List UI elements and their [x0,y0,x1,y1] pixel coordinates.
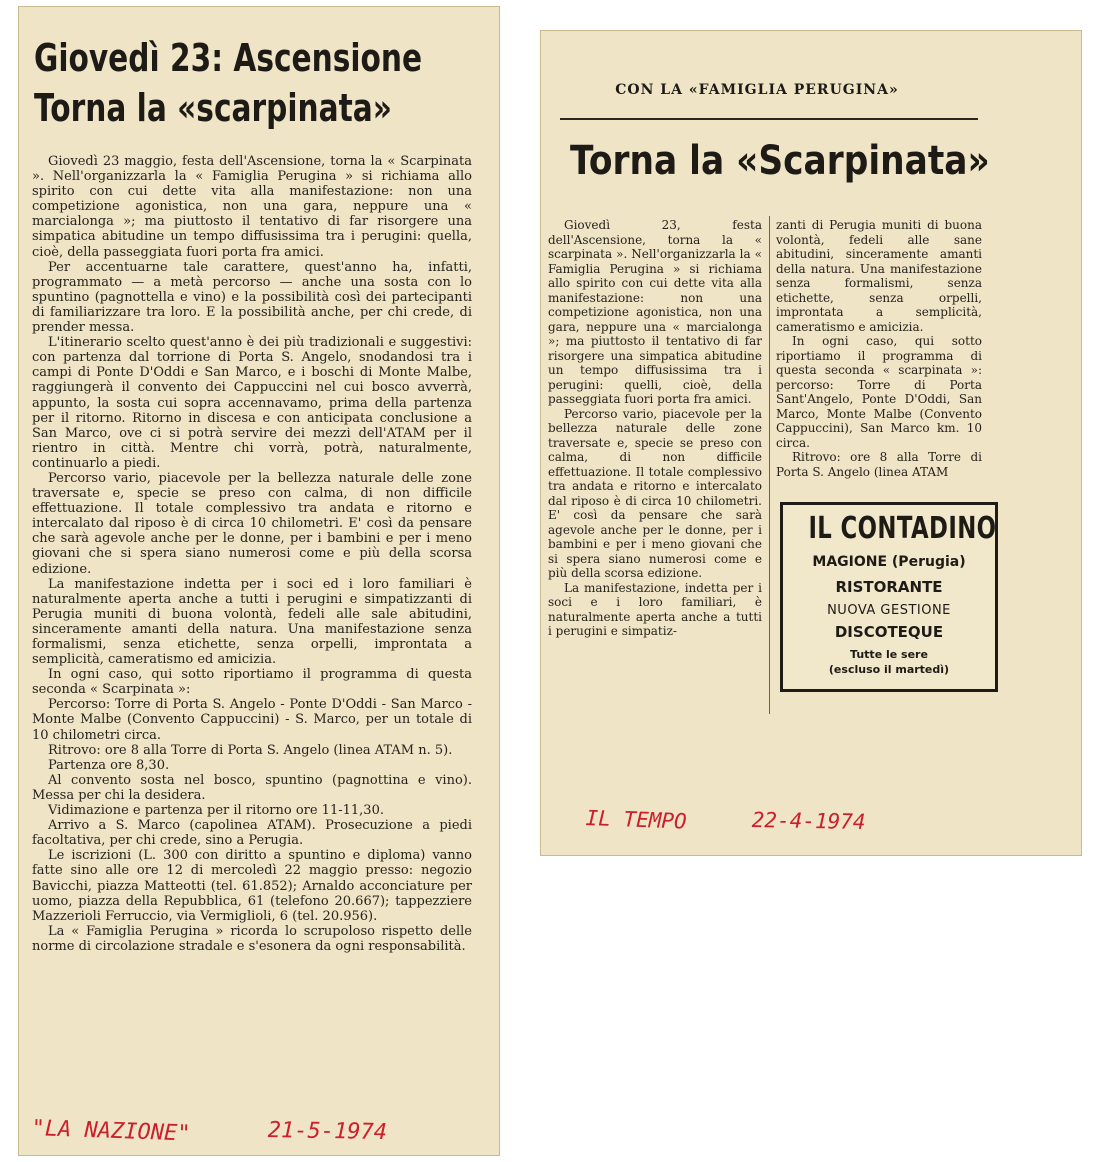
article-column-1 [548,218,762,639]
paragraph: In ogni caso, qui sotto riportiamo il programma di questa seconda « Scarpinata »: [32,667,472,698]
paragraph: Le iscrizioni (L. 300 con diritto a spuntino e diploma) vanno fatte sino alle ore 12 di mercoledì 22 maggio presso: negozio Bavicchi, piazza Matteotti (tel. 61.852); Arnaldo acconciature per uomo, piazza della Repubblica, 61 (telefono 20.667); tappezziere Mazzerioli Ferruccio, via Vermiglioli, 6 (tel. 20.956). [32,848,472,924]
paragraph: Per accentuarne tale carattere, quest'anno ha, infatti, programmato — a metà percorso — anche una sosta con lo spuntino (pagnottella e vino) e la possibilità così dei partecipanti di familiarizzare tra loro. E la possibilità anche, per chi crede, di prender messa. [32,259,472,336]
handwritten-source-note: "LA NAZIONE" [31,1116,191,1147]
paragraph: La manifestazione indetta per i soci ed i loro familiari è naturalmente aperta anche a tutti i perugini e simpatizzanti di Perugia muniti di buona volontà, fedeli alle sale abitudini, sinceramente amanti della natura. Una manifestazione senza formalismi, senza etichette, senza orpelli, improntata a semplicità, cameratismo ed amicizia. [32,576,472,668]
paragraph: zanti di Perugia muniti di buona volontà, fedeli alle sane abitudini, sinceramente amanti della natura. Una manifestazione senza formalismi, senza etichette, senza orpelli, improntata a semplicità, cameratismo e amicizia. [776,218,982,334]
paragraph: Percorso vario, piacevole per la bellezza naturale delle zone traversate e, specie se preso con calma, di non difficile effettuazione. Il totale complessivo tra andata e ritorno e intercalato dal riposo è di circa 10 chilometri. E' così da pensare che sarà agevole anche per le donne, per i bambini e per i meno giovani che si spera siano numerosi come e più della scorsa edizione. [548,406,762,580]
paragraph: Giovedì 23 maggio, festa dell'Ascensione, torna la « Scarpinata ». Nell'organizzarla la « Famiglia Perugina » si richiama allo spirito con cui dette vita alla manifestazione: non una competizione agonistica, non una gara, neppure una « marcialonga »; ma piuttosto il tentativo di far risorgere una simpatica abitudine un tempo diffusissima tra i perugini: quella, cioè, della passeggiata fuori porta fra amici. [32,154,472,260]
paragraph: Arrivo a S. Marco (capolinea ATAM). Prosecuzione a piedi facoltativa, per chi crede, sino a Perugia. [32,818,472,849]
advertisement-il-contadino [780,502,998,692]
paragraph: La « Famiglia Perugina » ricorda lo scrupoloso rispetto delle norme di circolazione stradale e s'esonera da ogni responsabilità. [32,923,472,954]
paragraph: Al convento sosta nel bosco, spuntino (pagnottina e vino). Messa per chi la desidera. [32,772,472,803]
paragraph: Percorso: Torre di Porta S. Angelo - Ponte D'Oddi - San Marco - Monte Malbe (Convento Cappuccini) - S. Marco, per un totale di 10 chilometri circa. [32,697,472,743]
paragraph: Ritrovo: ore 8 alla Torre di Porta S. Angelo (linea ATAM [776,450,982,479]
kicker: CON LA «FAMIGLIA PERUGINA» [615,82,899,98]
ad-extra: DISCOTEQUE [834,623,944,641]
handwritten-source-note: IL TEMPO [585,806,688,834]
paragraph: Giovedì 23, festa dell'Ascensione, torna la « scarpinata ». Nell'organizzarla la « Famiglia Perugina » si richiama allo spirito con cui dette vita alla manifestazione: non una competizione agonistica, non una gara, neppure una « marcialonga »; ma piuttosto il tentativo di far risorgere una simpatica abitudine un tempo diffusissima tra i perugini: quelli, cioè, della passeggiata fuori porta fra amici. [548,218,762,406]
ad-hours: Tutte le sere [850,648,928,661]
paragraph: Ritrovo: ore 8 alla Torre di Porta S. Angelo (linea ATAM n. 5). [48,742,453,758]
ad-location: MAGIONE (Perugia) [812,554,966,570]
clipping-la-nazione [18,6,500,1156]
paragraph: L'itinerario scelto quest'anno è dei più tradizionali e suggestivi: con partenza dal torrione di Porta S. Angelo, snodandosi tra i campi di Ponte D'Oddi e San Marco, e i boschi di Monte Malbe, raggiungerà il convento dei Cappuccini nel cui bosco avverrà, appunto, la sosta cui sopra accennavamo, prima della partenza per il ritorno. Ritorno in discesa e con anticipata conclusione a San Marco, ove ci si potrà servire dei mezzi dell'ATAM per il rientro in città. Mentre chi vorrà, potrà, naturalmente, continuarlo a piedi. [32,335,472,471]
article-column-2 [776,218,982,479]
ad-management: NUOVA GESTIONE [827,603,951,618]
handwritten-date-note: 22-4-1974 [751,808,866,834]
headline-line-2: Torna la «scarpinata» [34,86,392,130]
ad-type: RISTORANTE [835,578,943,596]
paragraph: Partenza ore 8,30. [48,757,170,773]
paragraph: Vidimazione e partenza per il ritorno ore 11-11,30. [48,803,384,819]
paragraph: In ogni caso, qui sotto riportiamo il programma di questa seconda « scarpinata »: percorso: Torre di Porta Sant'Angelo, Ponte D'Oddi, San Marco, Monte Malbe (Convento Cappuccini), San Marco km. 10 circa. [776,334,982,450]
headline: Torna la «Scarpinata» [570,138,990,184]
handwritten-date-note: 21-5-1974 [267,1118,388,1146]
clipping-il-tempo [540,30,1082,856]
ad-exception: (escluso il martedì) [828,663,950,676]
article-body [32,154,472,954]
paragraph: La manifestazione, indetta per i soci e i loro familiari, è naturalmente aperta anche a tutti i perugini e simpatiz- [548,580,762,638]
ad-title: IL CONTADINO [808,511,997,546]
column-divider [769,216,770,714]
paragraph: Percorso vario, piacevole per la bellezza naturale delle zone traversate e, specie se preso con calma, di non difficile effettuazione. Il totale complessivo tra andata e ritorno e intercalato dal riposo è di circa 10 chilometri. E' così da pensare che sarà agevole anche per le donne, per i bambini e per i meno giovani che si spera siano numerosi come e più della scorsa edizione. [32,470,472,577]
kicker-rule [560,118,978,120]
headline-line-1: Giovedì 23: Ascensione [34,36,423,80]
